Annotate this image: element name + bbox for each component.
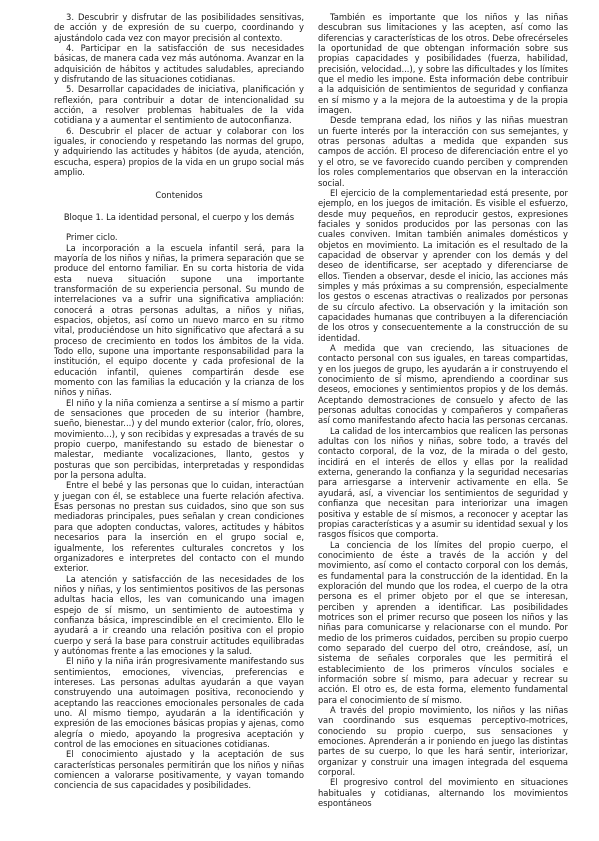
paragraph: El ejercicio de la complementariedad está presente, por ejemplo, en los juegos de imitación. Es visible el esfuerzo, desde muy pequeños, en reproducir gestos, expresiones faciales y sonidos producidos por las personas con las cuales conviven. Imitan también animales domésticos y objetos en movimiento. La imitación es el resultado de la capacidad de observar y aprender con los demás y del deseo de identificarse, ser aceptado y diferenciarse de ellos. Tienden a observar, desde el inicio, las acciones más simples y más próximas a su comprensión, especialmente los gestos o escenas atractivas o realizados por personas de su círculo afectivo. La observación y la imitación son capacidades humanas que contribuyen a la diferenciación de los otros y consecuentemente a la construcción de su identidad. — [318, 187, 568, 343]
paragraph: 5. Desarrollar capacidades de iniciativa, planificación y reflexión, para contribuir a dotar de intencionalidad su acción, a resolver problemas habituales de la vida cotidiana y a aumentar el sentimiento de autoconfianza. — [54, 84, 304, 126]
paragraph: La incorporación a la escuela infantil será, para la mayoría de los niños y niñas, la primera separación que se produce del entorno familiar. En su corta historia de vida esta nueva situación supone una importante transformación de su experiencia personal. Su mundo de interrelaciones va a sufrir una significativa ampliación: conocerá a otras personas adultas, a niños y niñas, espacios, objetos, así como un nuevo marco en su ritmo vital, produciéndose un hito significativo que afectará a su proceso de crecimiento en todos los ámbitos de la vida. Todo ello, supone una importante responsabilidad para la institución, el equipo docente y cada profesional de la educación infantil, quienes compartirán desde ese momento con las familias la educación y la crianza de los niños y niñas. — [54, 242, 304, 398]
paragraph: A través del propio movimiento, los niños y las niñas van coordinando sus esquemas perceptivo-motrices, conociendo su propio cuerpo, sus sensaciones y emociones. Aprenderán a ir poniendo en juego las distintas partes de su cuerpo, lo que les hará sentir, interiorizar, organizar y construir una imagen integrada del esquema corporal. — [318, 705, 568, 778]
paragraph: 4. Participar en la satisfacción de sus necesidades básicas, de manera cada vez más autónoma. Avanzar en la adquisición de hábitos y actitudes saludables, apreciando y disfrutando de las situaciones cotidianas. — [54, 43, 304, 85]
paragraph: Primer ciclo. — [66, 232, 118, 243]
paragraph: La atención y satisfacción de las necesidades de los niños y niñas, y los sentimientos positivos de las personas adultas hacia ellos, les van comunicando una imagen espejo de sí mismo, un sentimiento de autoestima y confianza básica, imprescindible en el crecimiento. Ello le ayudará a ir creando una relación positiva con el propio cuerpo y será la base para construir actitudes equilibradas y autónomas frente a las emociones y la salud. — [54, 573, 304, 656]
paragraph: 6. Descubrir el placer de actuar y colaborar con los iguales, ir conociendo y respetando las normas del grupo, y adquiriendo las actitudes y hábitos (de ayuda, atención, escucha, espera) propios de la vida en un grupo social más amplio. — [54, 125, 304, 178]
paragraph: El niño y la niña irán progresivamente manifestando sus sentimientos, emociones, vivencias, preferencias e intereses. Las personas adultas ayudarán a que vayan construyendo una autoimagen positiva, reconociendo y aceptando las reacciones emocionales personales de cada uno. Al mismo tiempo, ayudarán a la identificación y expresión de las emociones básicas propias y ajenas, como alegría o miedo, apoyando la progresiva aceptación y control de las emociones en situaciones cotidianas. — [54, 656, 304, 750]
paragraph: A medida que van creciendo, las situaciones de contacto personal con sus iguales, en tareas compartidas, y en los juegos de grupo, les ayudarán a ir construyendo el conocimiento de sí mismo, aprendiendo a coordinar sus deseos, emociones y sentimientos propios y de los demás. Aceptando demostraciones de consuelo y afecto de las personas adultas conocidas y compañeros y compañeras así como manifestando afecto hacia las personas cercanas. — [318, 343, 568, 426]
section-heading: Contenidos — [155, 189, 203, 200]
paragraph: El niño y la niña comienza a sentirse a sí mismo a partir de sensaciones que proceden de su interior (hambre, sueño, bienestar...) y del mundo exterior (calor, frío, olores, movimiento...), y son recibidas y expresadas a través de su propio cuerpo, manifestando su estado de bienestar o malestar, mediante vocalizaciones, llanto, gestos y posturas que son percibidas, interpretadas y respondidas por la persona adulta. — [54, 397, 304, 481]
paragraph: La calidad de los intercambios que realicen las personas adultas con los niños y niñas, sobre todo, a través del contacto corporal, de la voz, de la mirada o del gesto, incidirá en el interés de ellos y ellas por la realidad externa, generando la confianza y la seguridad necesarias para arriesgarse a intervenir activamente en ella. Se ayudará, así, a vivenciar los sentimientos de seguridad y confianza que necesitan para interiorizar una imagen positiva y estable de sí mismos, a reconocer y aceptar las propias características y a asumir su identidad sexual y los rasgos físicos que comporta. — [318, 425, 568, 540]
block-heading: Bloque 1. La identidad personal, el cuerpo y los demás — [63, 211, 295, 222]
paragraph: 3. Descubrir y disfrutar de las posibilidades sensitivas, de acción y de expresión de su cuerpo, coordinando y ajustándolo cada vez con mayor precisión al contexto. — [54, 12, 304, 43]
left-column — [54, 12, 304, 831]
right-column — [318, 12, 568, 831]
paragraph: El progresivo control del movimiento en situaciones habituales y cotidianas, alternando los movimientos espontáneos — [318, 777, 568, 809]
paragraph: El conocimiento ajustado y la aceptación de sus características personales permitirán que los niños y niñas comiencen a valorarse positivamente, y vayan tomando conciencia de sus capacidades y posibilidades. — [54, 749, 304, 791]
paragraph: Desde temprana edad, los niños y las niñas muestran un fuerte interés por la interacción con sus semejantes, y otras personas adultas a medida que expanden sus campos de acción. El proceso de diferenciación entre el yo y el otro, se ve favorecido cuando perciben y comprenden los roles complementarios que observan en la interacción social. — [318, 115, 568, 188]
paragraph: También es importante que los niños y las niñas descubran sus limitaciones y las acepten, así como las diferencias y características de los otros. Debe ofrecérseles la oportunidad de que obtengan información sobre sus propias capacidades y posibilidades (fuerza, habilidad, precisión, velocidad...), y sobre las dificultades y los límites que el medio les impone. Esta información debe contribuir a la adquisición de sentimientos de seguridad y confianza en sí mismo y a la mejora de la autoestima y de la propia imagen. — [318, 12, 568, 116]
paragraph: Entre el bebé y las personas que lo cuidan, interactúan y juegan con él, se establece una fuerte relación afectiva. Esas personas no prestan sus cuidados, sino que son sus mediadoras principales, pues señalan y crean condiciones para que adopten conductas, valores, actitudes y hábitos necesarios para la inserción en el grupo social e, igualmente, los referentes culturales concretos y los organizadores e interpretes del contacto con el mundo exterior. — [54, 480, 304, 574]
paragraph: La conciencia de los límites del propio cuerpo, el conocimiento de éste a través de la acción y del movimiento, así como el contacto corporal con los demás, es fundamental para la construcción de la identidad. En la exploración del mundo que los rodea, el cuerpo de la otra persona es el primer objeto por el que se interesan, perciben y aprenden a identificar. Las posibilidades motrices son el primer recurso que poseen los niños y las niñas para comunicarse y relacionarse con el mundo. Por medio de los primeros cuidados, perciben su propio cuerpo como separado del cuerpo del otro, creándose, así, un sistema de señales corporales que les permitirá el establecimiento de los primeros vínculos sociales e información sobre sí mismo, para adecuar y recrear su acción. El otro es, de esta forma, elemento fundamental para el conocimiento de sí mismo. — [318, 539, 568, 705]
